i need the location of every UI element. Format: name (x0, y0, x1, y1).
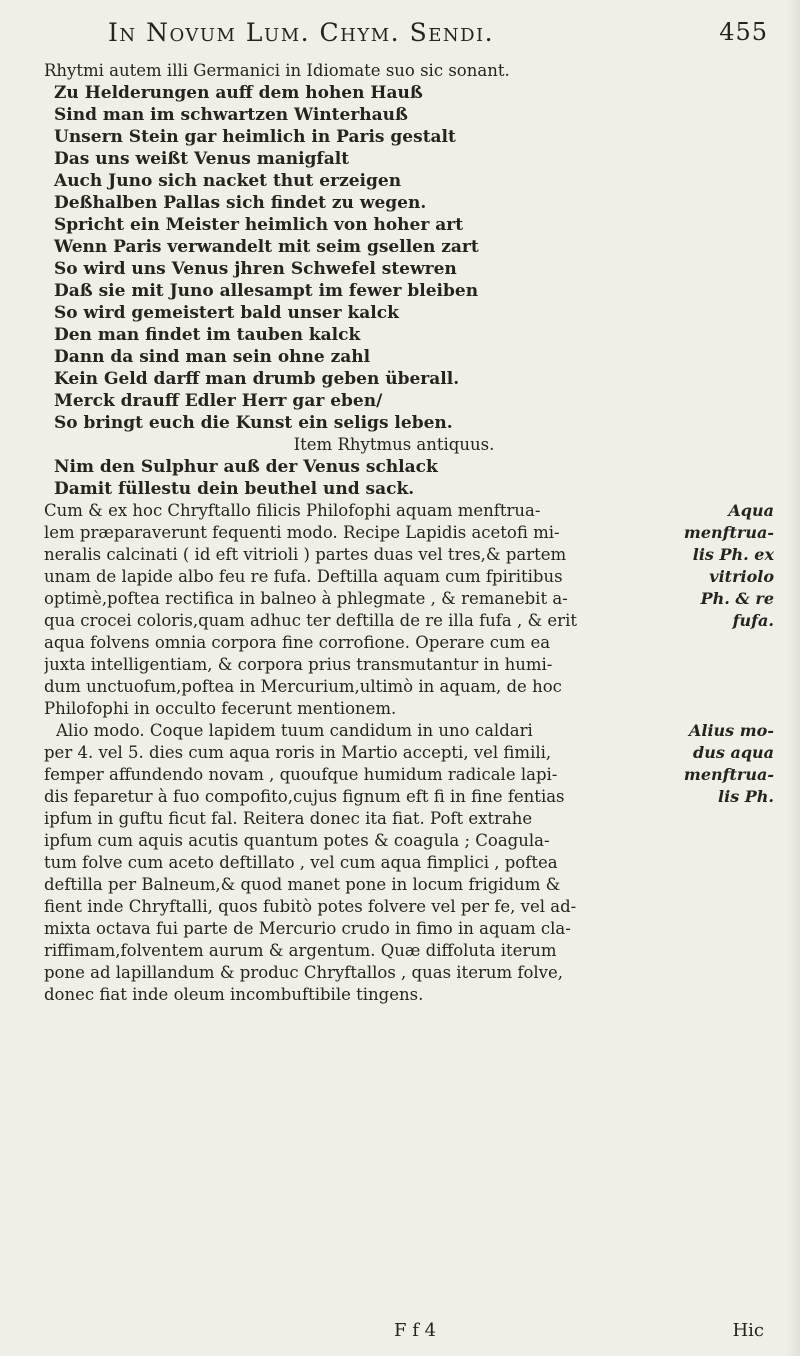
verse-line: So wird gemeistert bald unser kalck (54, 303, 399, 323)
verse-line: Zu Helderungen auff dem hohen Hauß (54, 83, 423, 103)
paper-edge-shadow (786, 0, 800, 1356)
marginal-note: lis Ph. ex (689, 544, 774, 566)
verse-line: So bringt euch die Kunst ein seligs leben. (54, 413, 453, 433)
paragraph-line (44, 610, 774, 632)
line-text: Cum & ex hoc Chryftallo filicis Philofophi aquam menftrua- (44, 501, 541, 520)
verse-line: Deßhalben Pallas sich findet zu wegen. (54, 193, 427, 213)
line-text: mixta octava fui parte de Mercurio crudo in fimo in aquam cla- (44, 919, 571, 938)
marginal-note: vitriolo (705, 566, 774, 588)
signature-mark: F f 4 (394, 1320, 437, 1341)
verse-line: So wird uns Venus jhren Schwefel stewren (54, 259, 457, 279)
page-footer (44, 1320, 774, 1346)
line-text: tum folve cum aceto deftillato , vel cum aqua fimplici , poftea (44, 853, 558, 872)
marginal-note: menftrua- (680, 522, 774, 544)
paragraph-line (44, 896, 774, 918)
marginal-note: lis Ph. (714, 786, 774, 808)
paragraph-2 (44, 720, 774, 1006)
paragraph-line (44, 962, 774, 984)
line-text: Alio modo. Coque lapidem tuum candidum in uno caldari (56, 721, 533, 740)
verse-line: Auch Juno sich nacket thut erzeigen (54, 171, 402, 191)
line-text: donec fiat inde oleum incombuftibile tingens. (44, 985, 424, 1004)
line-text: ipfum in guftu ficut fal. Reitera donec ita fiat. Poft extrahe (44, 809, 533, 828)
verse-line: Nim den Sulphur auß der Venus schlack (54, 457, 438, 477)
line-text: Philofophi in occulto fecerunt mentionem. (44, 699, 397, 718)
verse-heading: Item Rhytmus antiquus. (293, 435, 495, 454)
verse-line: Das uns weißt Venus manigfalt (54, 149, 350, 169)
paragraph-line (44, 786, 774, 808)
line-text: per 4. vel 5. dies cum aqua roris in Martio accepti, vel fimili, (44, 743, 552, 762)
paragraph-line (56, 720, 774, 742)
marginal-note: Alius mo- (685, 720, 774, 742)
line-text: ipfum cum aquis acutis quantum potes & coagula ; Coagula- (44, 831, 550, 850)
line-text: fient inde Chryftalli, quos fubitò potes folvere vel per fe, vel ad- (44, 897, 577, 916)
line-text: deftilla per Balneum,& quod manet pone in locum frigidum & (44, 875, 561, 894)
page-number: 455 (719, 18, 768, 46)
page-body (44, 60, 774, 1006)
line-text: aqua folvens omnia corpora fine corrofione. Operare cum ea (44, 633, 551, 652)
line-text: unam de lapide albo feu re fufa. Deftilla aquam cum fpiritibus (44, 567, 563, 586)
paragraph-1 (44, 500, 774, 720)
line-text: neralis calcinati ( id eft vitrioli ) partes duas vel tres,& partem (44, 545, 567, 564)
verse-line: Spricht ein Meister heimlich von hoher art (54, 215, 464, 235)
verse-line: Den man findet im tauben kalck (54, 325, 361, 345)
verse-line: Merck drauff Edler Herr gar eben/ (54, 391, 383, 411)
line-text: riffimam,folventem aurum & argentum. Quæ diffoluta iterum (44, 941, 557, 960)
line-text: pone ad lapillandum & produc Chryftallos , quas iterum folve, (44, 963, 564, 982)
verse-line: Damit füllestu dein beuthel und sack. (54, 479, 415, 499)
paragraph-line (44, 544, 774, 566)
verse-line: Daß sie mit Juno allesampt im fewer bleiben (54, 281, 479, 301)
verse-line: Dann da sind man sein ohne zahl (54, 347, 371, 367)
line-text: optimè,poftea rectifica in balneo à phlegmate , & remanebit a- (44, 589, 568, 608)
paragraph-line (44, 522, 774, 544)
paragraph-line (44, 500, 774, 522)
line-text: femper affundendo novam , quoufque humidum radicale lapi- (44, 765, 558, 784)
paragraph-line (44, 742, 774, 764)
line-text: lem præparaverunt fequenti modo. Recipe Lapidis acetofi mi- (44, 523, 560, 542)
line-text: qua crocei coloris,quam adhuc ter deftilla de re illa fufa , & erit (44, 611, 577, 630)
running-head: In Novum Lum. Chym. Sendi. (108, 18, 495, 47)
paragraph-line (44, 830, 774, 852)
german-verse-2 (44, 456, 774, 500)
catchword: Hic (732, 1320, 764, 1341)
paragraph-line (44, 852, 774, 874)
paragraph-line (44, 588, 774, 610)
verse-line: Sind man im schwartzen Winterhauß (54, 105, 408, 125)
paragraph-line (44, 918, 774, 940)
paragraph-line (44, 808, 774, 830)
paragraph-line (44, 984, 774, 1006)
verse-line: Kein Geld darff man drumb geben überall. (54, 369, 460, 389)
paragraph-line (44, 676, 774, 698)
paragraph-line (44, 654, 774, 676)
marginal-note: Aqua (724, 500, 774, 522)
marginal-note: fufa. (729, 610, 774, 632)
verse-line: Unsern Stein gar heimlich in Paris gestalt (54, 127, 456, 147)
marginal-note: menftrua- (680, 764, 774, 786)
marginal-note: Ph. & re (697, 588, 774, 610)
paragraph-line (44, 566, 774, 588)
verse-line: Wenn Paris verwandelt mit seim gsellen zart (54, 237, 479, 257)
marginal-note: dus aqua (689, 742, 774, 764)
paragraph-line (44, 698, 774, 720)
german-verse-1 (44, 82, 774, 434)
intro-line: Rhytmi autem illi Germanici in Idiomate suo sic sonant. (44, 61, 510, 80)
line-text: juxta intelligentiam, & corpora prius transmutantur in humi- (44, 655, 553, 674)
line-text: dum unctuofum,poftea in Mercurium,ultimò in aquam, de hoc (44, 677, 562, 696)
paragraph-line (44, 940, 774, 962)
paragraph-line (44, 632, 774, 654)
paragraph-line (44, 764, 774, 786)
page-header (108, 18, 768, 52)
paragraph-line (44, 874, 774, 896)
line-text: dis feparetur à fuo compofito,cujus fignum eft fi in fine fentias (44, 787, 565, 806)
